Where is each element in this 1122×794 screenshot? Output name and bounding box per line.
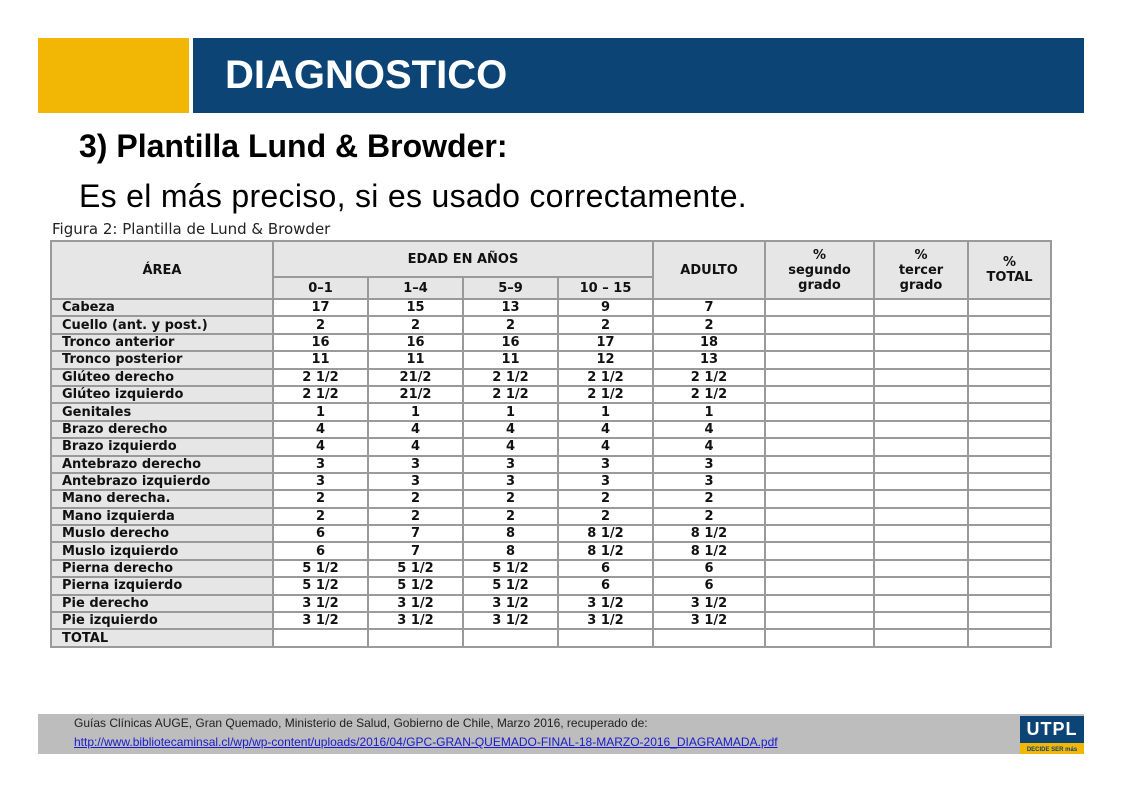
value-cell: 2 1/2 [558, 386, 653, 403]
value-cell: 2 [273, 508, 368, 525]
table-row [51, 403, 1051, 420]
empty-cell [968, 403, 1051, 420]
value-cell: 17 [558, 334, 653, 351]
table-row [51, 421, 1051, 438]
utpl-logo [1020, 716, 1084, 754]
table-row [51, 456, 1051, 473]
empty-cell [765, 299, 874, 316]
area-cell: Glúteo derecho [51, 369, 273, 386]
empty-cell [463, 629, 558, 646]
value-cell: 3 1/2 [558, 612, 653, 629]
empty-cell [968, 334, 1051, 351]
empty-cell [874, 403, 968, 420]
empty-cell [968, 612, 1051, 629]
value-cell: 8 1/2 [653, 525, 765, 542]
area-cell: Genitales [51, 403, 273, 420]
value-cell: 13 [463, 299, 558, 316]
value-cell: 4 [273, 421, 368, 438]
page-title: DIAGNOSTICO [225, 53, 508, 97]
empty-cell [765, 456, 874, 473]
value-cell: 1 [653, 403, 765, 420]
table-row [51, 560, 1051, 577]
value-cell: 2 [653, 316, 765, 333]
second-degree-header-line: segundo [788, 262, 851, 278]
footer-citation: Guías Clínicas AUGE, Gran Quemado, Ministerio de Salud, Gobierno de Chile, Marzo 2016, recuperado de: [74, 716, 648, 730]
area-cell: Brazo derecho [51, 421, 273, 438]
value-cell: 2 [273, 316, 368, 333]
empty-cell [968, 542, 1051, 559]
third-degree-header-line: grado [899, 277, 943, 293]
figure-caption: Figura 2: Plantilla de Lund & Browder [52, 220, 331, 238]
logo-tagline: DECIDE SER más [1026, 747, 1078, 753]
value-cell: 11 [273, 351, 368, 368]
empty-cell [968, 508, 1051, 525]
value-cell: 5 1/2 [273, 560, 368, 577]
area-cell: Cabeza [51, 299, 273, 316]
empty-cell [874, 386, 968, 403]
value-cell: 7 [368, 525, 463, 542]
empty-cell [653, 629, 765, 646]
value-cell: 6 [558, 560, 653, 577]
empty-cell [765, 473, 874, 490]
empty-cell [968, 316, 1051, 333]
value-cell: 3 [273, 473, 368, 490]
empty-cell [765, 560, 874, 577]
area-cell: Pie izquierdo [51, 612, 273, 629]
value-cell: 3 [463, 473, 558, 490]
empty-cell [765, 629, 874, 646]
value-cell: 8 1/2 [558, 525, 653, 542]
table-row [51, 351, 1051, 368]
area-cell: Mano izquierda [51, 508, 273, 525]
value-cell: 16 [463, 334, 558, 351]
table-row [51, 595, 1051, 612]
empty-cell [874, 612, 968, 629]
empty-cell [968, 490, 1051, 507]
table-row [51, 508, 1051, 525]
area-cell: Tronco posterior [51, 351, 273, 368]
value-cell: 2 [368, 508, 463, 525]
value-cell: 3 1/2 [463, 612, 558, 629]
empty-cell [968, 473, 1051, 490]
empty-cell [968, 369, 1051, 386]
value-cell: 4 [368, 438, 463, 455]
area-cell: Tronco anterior [51, 334, 273, 351]
empty-cell [968, 438, 1051, 455]
empty-cell [874, 316, 968, 333]
area-cell: Pierna izquierdo [51, 577, 273, 594]
empty-cell [765, 525, 874, 542]
empty-cell [968, 525, 1051, 542]
section-heading: 3) Plantilla Lund & Browder: [79, 128, 508, 164]
value-cell: 18 [653, 334, 765, 351]
total-label: TOTAL [51, 629, 273, 646]
value-cell: 3 [368, 473, 463, 490]
table-row [51, 577, 1051, 594]
value-cell: 16 [368, 334, 463, 351]
empty-cell [874, 490, 968, 507]
value-cell: 2 [463, 508, 558, 525]
value-cell: 5 1/2 [273, 577, 368, 594]
empty-cell [968, 456, 1051, 473]
area-cell: Cuello (ant. y post.) [51, 316, 273, 333]
value-cell: 1 [273, 403, 368, 420]
value-cell: 3 [368, 456, 463, 473]
source-link[interactable]: http://www.bibliotecaminsal.cl/wp/wp-content/uploads/2016/04/GPC-GRAN-QUEMADO-FINAL-18-MARZO-2016_DIAGRAMADA.pdf [74, 735, 778, 749]
value-cell: 5 1/2 [463, 577, 558, 594]
third-degree-header-line: % [914, 247, 928, 263]
second-degree-header-line: % [813, 247, 827, 263]
value-cell: 7 [368, 542, 463, 559]
table-row [51, 369, 1051, 386]
table-row [51, 525, 1051, 542]
area-cell: Brazo izquierdo [51, 438, 273, 455]
value-cell: 5 1/2 [368, 560, 463, 577]
empty-cell [765, 403, 874, 420]
empty-cell [968, 629, 1051, 646]
empty-cell [874, 629, 968, 646]
total-column-header-line: % [1003, 255, 1017, 270]
value-cell: 1 [558, 403, 653, 420]
value-cell: 16 [273, 334, 368, 351]
value-cell: 3 [558, 456, 653, 473]
value-cell: 4 [368, 421, 463, 438]
empty-cell [874, 577, 968, 594]
area-header: ÁREA [51, 241, 273, 299]
table-body [51, 299, 1051, 647]
value-cell: 2 [368, 490, 463, 507]
logo-text: UTPL [1026, 719, 1078, 739]
value-cell: 3 [463, 456, 558, 473]
empty-cell [765, 421, 874, 438]
adult-header: ADULTO [653, 241, 765, 299]
table-row [51, 316, 1051, 333]
value-cell: 11 [368, 351, 463, 368]
value-cell: 2 [653, 490, 765, 507]
age-column-header: 5–9 [463, 277, 558, 299]
area-cell: Pierna derecho [51, 560, 273, 577]
empty-cell [368, 629, 463, 646]
value-cell: 2 1/2 [558, 369, 653, 386]
table-row [51, 386, 1051, 403]
empty-cell [968, 560, 1051, 577]
value-cell: 2 [558, 490, 653, 507]
value-cell: 2 [463, 490, 558, 507]
empty-cell [968, 386, 1051, 403]
value-cell: 21/2 [368, 369, 463, 386]
value-cell: 6 [273, 542, 368, 559]
value-cell: 2 1/2 [463, 386, 558, 403]
value-cell: 3 [273, 456, 368, 473]
empty-cell [765, 334, 874, 351]
empty-cell [765, 316, 874, 333]
footer [38, 714, 1084, 754]
empty-cell [874, 438, 968, 455]
value-cell: 8 [463, 542, 558, 559]
empty-cell [968, 577, 1051, 594]
table-row [51, 438, 1051, 455]
value-cell: 21/2 [368, 386, 463, 403]
value-cell: 3 1/2 [653, 612, 765, 629]
empty-cell [968, 421, 1051, 438]
table-row [51, 542, 1051, 559]
empty-cell [968, 595, 1051, 612]
value-cell: 3 1/2 [273, 595, 368, 612]
age-column-header: 10 – 15 [558, 277, 653, 299]
value-cell: 5 1/2 [368, 577, 463, 594]
empty-cell [765, 542, 874, 559]
empty-cell [765, 612, 874, 629]
value-cell: 3 [653, 473, 765, 490]
value-cell: 2 1/2 [273, 369, 368, 386]
empty-cell [765, 386, 874, 403]
value-cell: 2 1/2 [653, 369, 765, 386]
empty-cell [874, 508, 968, 525]
second-degree-header-line: grado [798, 277, 841, 293]
empty-cell [874, 560, 968, 577]
value-cell: 13 [653, 351, 765, 368]
value-cell: 2 [558, 316, 653, 333]
value-cell: 3 1/2 [368, 595, 463, 612]
total-column-header-line: TOTAL [986, 270, 1033, 285]
value-cell: 8 [463, 525, 558, 542]
header-accent-block [38, 38, 189, 113]
empty-cell [765, 351, 874, 368]
empty-cell [874, 456, 968, 473]
value-cell: 3 1/2 [558, 595, 653, 612]
value-cell: 1 [463, 403, 558, 420]
value-cell: 4 [463, 421, 558, 438]
value-cell: 3 1/2 [368, 612, 463, 629]
empty-cell [558, 629, 653, 646]
empty-cell [765, 438, 874, 455]
table-row [51, 299, 1051, 316]
empty-cell [874, 351, 968, 368]
empty-cell [765, 490, 874, 507]
value-cell: 2 1/2 [463, 369, 558, 386]
area-cell: Antebrazo derecho [51, 456, 273, 473]
section-subtitle: Es el más preciso, si es usado correctamente. [79, 178, 747, 214]
value-cell: 6 [653, 577, 765, 594]
area-cell: Pie derecho [51, 595, 273, 612]
area-cell: Antebrazo izquierdo [51, 473, 273, 490]
value-cell: 3 1/2 [653, 595, 765, 612]
value-cell: 3 1/2 [463, 595, 558, 612]
table-row [51, 473, 1051, 490]
value-cell: 4 [463, 438, 558, 455]
age-group-header: EDAD EN AÑOS [273, 241, 653, 277]
empty-cell [765, 595, 874, 612]
value-cell: 12 [558, 351, 653, 368]
total-column-header [968, 241, 1051, 299]
area-cell: Muslo derecho [51, 525, 273, 542]
empty-cell [968, 299, 1051, 316]
value-cell: 6 [273, 525, 368, 542]
value-cell: 2 [273, 490, 368, 507]
lund-browder-table [50, 240, 1052, 648]
value-cell: 7 [653, 299, 765, 316]
empty-cell [968, 351, 1051, 368]
empty-cell [874, 334, 968, 351]
value-cell: 1 [368, 403, 463, 420]
value-cell: 2 [653, 508, 765, 525]
value-cell: 9 [558, 299, 653, 316]
value-cell: 2 [368, 316, 463, 333]
age-column-header: 0–1 [273, 277, 368, 299]
second-degree-header [765, 241, 874, 299]
third-degree-header [874, 241, 968, 299]
value-cell: 11 [463, 351, 558, 368]
empty-cell [874, 299, 968, 316]
value-cell: 8 1/2 [558, 542, 653, 559]
area-cell: Muslo izquierdo [51, 542, 273, 559]
value-cell: 3 [558, 473, 653, 490]
table-row [51, 490, 1051, 507]
empty-cell [874, 473, 968, 490]
third-degree-header-line: tercer [898, 262, 944, 278]
value-cell: 4 [273, 438, 368, 455]
empty-cell [765, 369, 874, 386]
value-cell: 6 [558, 577, 653, 594]
value-cell: 3 1/2 [273, 612, 368, 629]
total-row [51, 629, 1051, 646]
table-row [51, 612, 1051, 629]
empty-cell [874, 525, 968, 542]
empty-cell [874, 369, 968, 386]
value-cell: 2 [463, 316, 558, 333]
empty-cell [874, 421, 968, 438]
value-cell: 4 [558, 421, 653, 438]
value-cell: 2 1/2 [653, 386, 765, 403]
area-cell: Mano derecha. [51, 490, 273, 507]
empty-cell [874, 542, 968, 559]
value-cell: 4 [653, 438, 765, 455]
empty-cell [765, 508, 874, 525]
age-column-header: 1–4 [368, 277, 463, 299]
value-cell: 2 1/2 [273, 386, 368, 403]
value-cell: 5 1/2 [463, 560, 558, 577]
value-cell: 4 [558, 438, 653, 455]
empty-cell [273, 629, 368, 646]
area-cell: Glúteo izquierdo [51, 386, 273, 403]
value-cell: 15 [368, 299, 463, 316]
empty-cell [874, 595, 968, 612]
title-bar [193, 38, 1084, 113]
value-cell: 6 [653, 560, 765, 577]
value-cell: 17 [273, 299, 368, 316]
value-cell: 2 [558, 508, 653, 525]
value-cell: 4 [653, 421, 765, 438]
table-row [51, 334, 1051, 351]
value-cell: 3 [653, 456, 765, 473]
value-cell: 8 1/2 [653, 542, 765, 559]
empty-cell [765, 577, 874, 594]
